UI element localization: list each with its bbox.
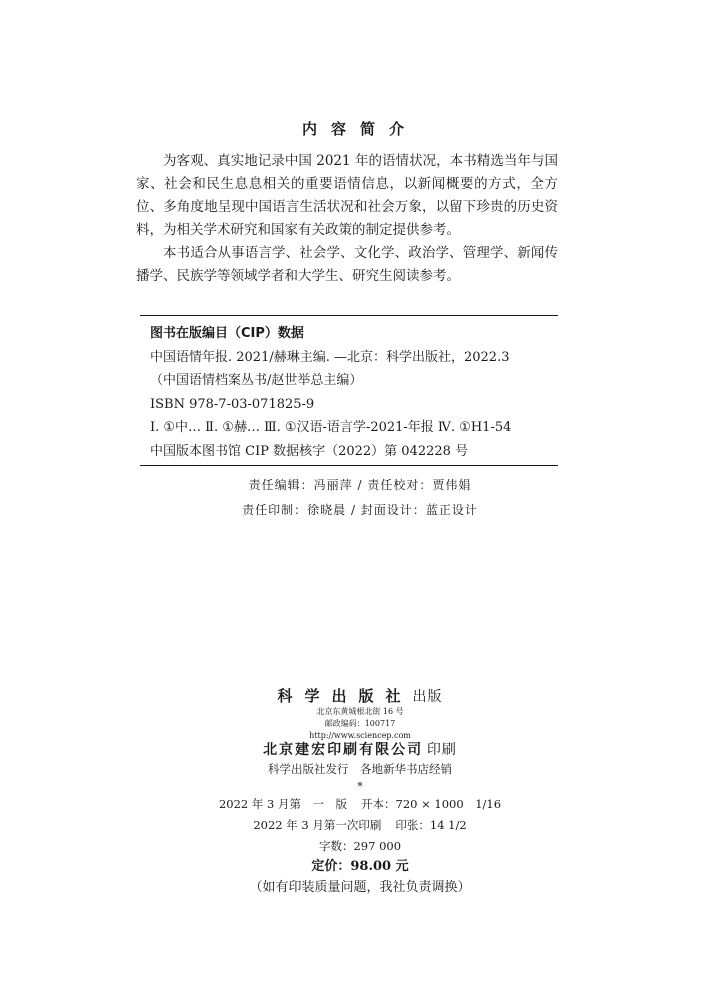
printing-text: 2022 年 3 月第一次印刷 [253, 818, 382, 832]
cip-series-line: （中国语情档案丛书/赵世举总主编） [150, 373, 363, 388]
publisher-postcode: 邮政编码：100717 [324, 719, 396, 728]
editors-block [0, 473, 720, 523]
edition-row [0, 794, 720, 815]
word-count: 字数：297 000 [318, 839, 402, 853]
distribution-line: 科学出版社发行 各地新华书店经销 [268, 762, 452, 776]
cip-block [150, 322, 560, 463]
quality-note: （如有印装质量问题，我社负责调换） [249, 880, 471, 895]
format-text: 开本：720 × 1000 1/16 [361, 797, 502, 811]
printing-row [0, 815, 720, 836]
cip-heading: 图书在版编目（CIP）数据 [150, 326, 304, 341]
price: 定价：98.00 元 [311, 859, 409, 874]
printer-suffix: 印刷 [426, 742, 457, 758]
cip-classification: Ⅰ. ①中… Ⅱ. ①赫… Ⅲ. ①汉语-语言学-2021-年报 Ⅳ. ①H1-54 [150, 420, 512, 435]
publisher-name-suffix: 出版 [412, 689, 443, 705]
publisher-url: http://www.sciencep.com [309, 731, 411, 740]
cip-isbn: ISBN 978-7-03-071825-9 [150, 396, 315, 412]
publisher-address: 北京东黄城根北街 16 号 [316, 707, 404, 716]
editors-line-2: 责任印制：徐晓晨 / 封面设计：蓝正设计 [242, 503, 478, 517]
printer-name: 北京建宏印刷有限公司 [263, 742, 424, 758]
publisher-block [0, 688, 720, 899]
intro-paragraph-2: 本书适合从事语言学、社会学、文化学、政治学、管理学、新闻传播学、民族学等领域学者和大学生、研究生阅读参考。 [136, 245, 558, 284]
separator-star: * [357, 780, 363, 793]
cip-bottom-rule [140, 465, 558, 466]
printer-line [0, 742, 720, 759]
sheets-text: 印张：14 1/2 [395, 818, 467, 832]
cip-title-line: 中国语情年报. 2021/赫琳主编. —北京：科学出版社，2022.3 [150, 349, 510, 365]
intro-body [136, 150, 558, 288]
intro-paragraph-1: 为客观、真实地记录中国 2021 年的语情状况，本书精选当年与国家、社会和民生息息相关的重要语情信息，以新闻概要的方式，全方位、多角度地呈现中国语言生活状况和社会万象，以留下珍贵的历史资料，为相关学术研究和国家有关政策的制定提供参考。 [136, 153, 558, 238]
editors-line-1: 责任编辑：冯丽萍 / 责任校对：贾伟娟 [248, 478, 472, 492]
edition-text: 2022 年 3 月第 一 版 [218, 797, 348, 811]
intro-title: 内容简介 [301, 120, 418, 138]
cip-record-number: 中国版本图书馆 CIP 数据核字（2022）第 042228 号 [150, 443, 469, 459]
publisher-name: 科学出版社 [277, 687, 413, 705]
cip-top-rule [140, 315, 558, 316]
publisher-line [0, 688, 720, 706]
